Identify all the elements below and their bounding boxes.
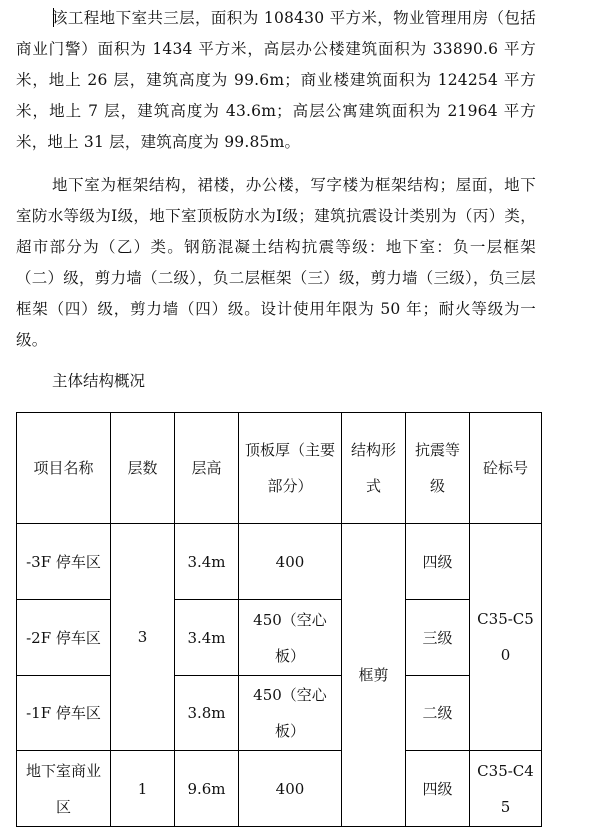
header-slab-thickness: 顶板厚（主要部分）	[239, 413, 342, 524]
section-heading: 主体结构概况	[52, 372, 146, 390]
cell-floor-height: 9.6m	[175, 751, 239, 827]
table-row	[17, 676, 542, 751]
cell-slab-thickness: 400	[239, 524, 342, 600]
cell-seismic-grade: 四级	[406, 751, 470, 827]
header-floors: 层数	[111, 413, 175, 524]
cell-concrete-grade: C35-C45	[470, 751, 542, 827]
cell-floor-height: 3.8m	[175, 676, 239, 751]
header-floor-height: 层高	[175, 413, 239, 524]
table-header-row	[17, 413, 542, 524]
cell-floor-height: 3.4m	[175, 524, 239, 600]
cell-seismic-grade: 二级	[406, 676, 470, 751]
cell-project-name: -1F 停车区	[17, 676, 111, 751]
cell-concrete-merged: C35-C50	[470, 524, 542, 751]
cell-slab-thickness: 450（空心板）	[239, 676, 342, 751]
structure-summary-table	[16, 412, 542, 827]
table-row	[17, 524, 542, 600]
cell-project-name: -2F 停车区	[17, 600, 111, 676]
structure-description-paragraph: 地下室为框架结构，裙楼，办公楼，写字楼为框架结构；屋面，地下室防水等级为Ⅰ级，地下室顶板防水为Ⅰ级；建筑抗震设计类别为（丙）类，超市部分为（乙）类。钢筋混凝土结构抗震等级：地下室：负一层框架（二）级，剪力墙（二级），负二层框架（三）级，剪力墙（三级），负三层框架（四）级，剪力墙（四）级。设计使用年限为 50 年；耐火等级为一级。	[16, 176, 536, 349]
header-project-name: 项目名称	[17, 413, 111, 524]
cell-floors-merged: 3	[111, 524, 175, 751]
cell-seismic-grade: 四级	[406, 524, 470, 600]
cell-floor-height: 3.4m	[175, 600, 239, 676]
cell-floors: 1	[111, 751, 175, 827]
table-row	[17, 751, 542, 827]
cell-slab-thickness: 400	[239, 751, 342, 827]
cell-project-name: -3F 停车区	[17, 524, 111, 600]
table-row	[17, 600, 542, 676]
cell-seismic-grade: 三级	[406, 600, 470, 676]
header-concrete-grade: 砼标号	[470, 413, 542, 524]
header-seismic-grade: 抗震等级	[406, 413, 470, 524]
header-structure-type: 结构形式	[342, 413, 406, 524]
cell-slab-thickness: 450（空心板）	[239, 600, 342, 676]
cell-structure-merged: 框剪	[342, 524, 406, 827]
cell-project-name: 地下室商业区	[17, 751, 111, 827]
project-overview-paragraph: 该工程地下室共三层，面积为 108430 平方米，物业管理用房（包括商业门警）面积为 1434 平方米，高层办公楼建筑面积为 33890.6 平方米，地上 26 层，建筑高度为 99.6m；商业楼建筑面积为 124254 平方米，地上 7 层，建筑高度为 43.6m；高层公寓建筑面积为 21964 平方米，地上 31 层，建筑高度为 99.85m。	[16, 9, 536, 151]
